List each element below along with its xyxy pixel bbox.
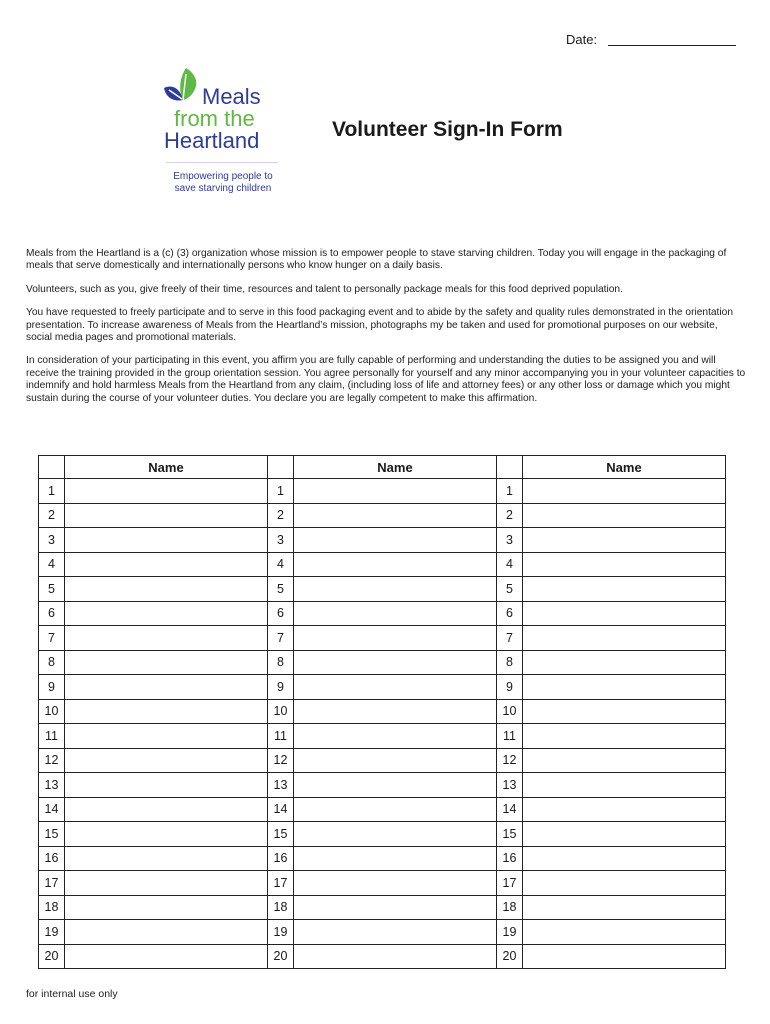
row-number: 3 (497, 528, 523, 553)
name-entry-cell[interactable] (65, 871, 268, 896)
row-number: 8 (268, 650, 294, 675)
row-number: 19 (268, 920, 294, 945)
row-number: 14 (497, 797, 523, 822)
name-entry-cell[interactable] (523, 503, 726, 528)
name-entry-cell[interactable] (65, 479, 268, 504)
row-number: 1 (497, 479, 523, 504)
row-number: 9 (39, 675, 65, 700)
name-entry-cell[interactable] (294, 675, 497, 700)
row-number: 20 (497, 944, 523, 969)
name-entry-cell[interactable] (65, 895, 268, 920)
name-entry-cell[interactable] (294, 601, 497, 626)
name-entry-cell[interactable] (523, 601, 726, 626)
logo-line-2: from the (174, 106, 255, 131)
row-number: 13 (497, 773, 523, 798)
row-number: 19 (497, 920, 523, 945)
name-entry-cell[interactable] (65, 944, 268, 969)
name-entry-cell[interactable] (523, 577, 726, 602)
row-number: 18 (268, 895, 294, 920)
footer-note: for internal use only (26, 988, 118, 1000)
name-entry-cell[interactable] (294, 577, 497, 602)
name-entry-cell[interactable] (294, 846, 497, 871)
name-entry-cell[interactable] (523, 895, 726, 920)
name-entry-cell[interactable] (523, 626, 726, 651)
name-entry-cell[interactable] (294, 871, 497, 896)
logo-tagline-line-1: Empowering people to (173, 171, 273, 182)
name-entry-cell[interactable] (294, 895, 497, 920)
name-entry-cell[interactable] (294, 748, 497, 773)
row-number: 17 (497, 871, 523, 896)
name-entry-cell[interactable] (294, 822, 497, 847)
name-header: Name (65, 456, 268, 479)
table-header-row (39, 456, 726, 479)
name-entry-cell[interactable] (65, 601, 268, 626)
name-entry-cell[interactable] (65, 626, 268, 651)
name-entry-cell[interactable] (65, 846, 268, 871)
name-entry-cell[interactable] (294, 528, 497, 553)
row-number: 20 (39, 944, 65, 969)
table-row (39, 748, 726, 773)
row-number: 15 (497, 822, 523, 847)
name-entry-cell[interactable] (523, 797, 726, 822)
row-number: 9 (268, 675, 294, 700)
table-row (39, 797, 726, 822)
name-entry-cell[interactable] (65, 773, 268, 798)
row-number: 4 (497, 552, 523, 577)
row-number: 14 (268, 797, 294, 822)
intro-paragraph: You have requested to freely participate and to serve in this food packaging event and to abide by the safety and quality rules demonstrated in the orientation presentation. To increase awareness of Meals from the Heartland’s mission, photographs my be taken and used for promotional purposes on our website, social media pages and promotional materials. (26, 307, 733, 344)
row-number: 6 (39, 601, 65, 626)
name-entry-cell[interactable] (65, 552, 268, 577)
row-number: 12 (268, 748, 294, 773)
intro-paragraph: In consideration of your participating in this event, you affirm you are fully capable of performing and understanding the duties to be assigned you and will receive the training provided in the group orientation session. You agree personally for yourself and any minor accompanying you in your volunteer capacities to indemnify and hold harmless Meals from the Heartland from any claim, (including loss of life and attorney fees) or any other loss or damage which you might sustain during the course of your volunteer duties. You declare you are legally competent to make this affirmation. (26, 355, 746, 404)
row-number: 15 (268, 822, 294, 847)
intro-paragraph: Volunteers, such as you, give freely of their time, resources and talent to personally package meals for this food deprived population. (26, 283, 623, 295)
logo-tagline (160, 171, 286, 195)
name-entry-cell[interactable] (523, 748, 726, 773)
name-entry-cell[interactable] (65, 748, 268, 773)
logo-line-1: Meals (202, 84, 261, 109)
row-number: 10 (268, 699, 294, 724)
name-entry-cell[interactable] (65, 920, 268, 945)
name-entry-cell[interactable] (65, 528, 268, 553)
row-number: 10 (497, 699, 523, 724)
name-entry-cell[interactable] (523, 822, 726, 847)
name-entry-cell[interactable] (65, 699, 268, 724)
name-header: Name (294, 456, 497, 479)
name-entry-cell[interactable] (523, 846, 726, 871)
logo-line-3: Heartland (164, 128, 260, 153)
number-header (268, 456, 294, 479)
date-label: Date: (566, 32, 598, 47)
name-entry-cell[interactable] (294, 552, 497, 577)
name-entry-cell[interactable] (523, 920, 726, 945)
table-row (39, 675, 726, 700)
row-number: 9 (497, 675, 523, 700)
row-number: 15 (39, 822, 65, 847)
name-entry-cell[interactable] (294, 773, 497, 798)
row-number: 16 (497, 846, 523, 871)
row-number: 5 (497, 577, 523, 602)
table-row (39, 577, 726, 602)
intro-text (26, 248, 746, 416)
row-number: 16 (39, 846, 65, 871)
row-number: 1 (39, 479, 65, 504)
row-number: 2 (497, 503, 523, 528)
table-row (39, 650, 726, 675)
name-entry-cell[interactable] (65, 503, 268, 528)
name-entry-cell[interactable] (294, 650, 497, 675)
row-number: 12 (39, 748, 65, 773)
meals-from-the-heartland-logo (160, 64, 290, 204)
logo-divider (166, 162, 278, 163)
row-number: 18 (39, 895, 65, 920)
table-row (39, 626, 726, 651)
name-entry-cell[interactable] (65, 797, 268, 822)
row-number: 7 (39, 626, 65, 651)
name-entry-cell[interactable] (523, 773, 726, 798)
table-row (39, 724, 726, 749)
table-row (39, 895, 726, 920)
name-entry-cell[interactable] (294, 944, 497, 969)
name-entry-cell[interactable] (294, 503, 497, 528)
row-number: 1 (268, 479, 294, 504)
name-entry-cell[interactable] (523, 479, 726, 504)
logo-tagline-line-2: save starving children (174, 183, 272, 194)
row-number: 5 (39, 577, 65, 602)
row-number: 2 (268, 503, 294, 528)
row-number: 11 (39, 724, 65, 749)
name-entry-cell[interactable] (523, 724, 726, 749)
row-number: 8 (39, 650, 65, 675)
sign-in-table (38, 455, 726, 969)
name-entry-cell[interactable] (294, 479, 497, 504)
name-entry-cell[interactable] (523, 650, 726, 675)
row-number: 2 (39, 503, 65, 528)
row-number: 8 (497, 650, 523, 675)
date-field (566, 32, 597, 47)
row-number: 17 (268, 871, 294, 896)
row-number: 10 (39, 699, 65, 724)
row-number: 11 (268, 724, 294, 749)
name-entry-cell[interactable] (523, 871, 726, 896)
form-title: Volunteer Sign-In Form (332, 118, 563, 141)
name-entry-cell[interactable] (294, 699, 497, 724)
table-row (39, 552, 726, 577)
table-row (39, 846, 726, 871)
table-row (39, 503, 726, 528)
table-row (39, 699, 726, 724)
row-number: 16 (268, 846, 294, 871)
name-entry-cell[interactable] (294, 920, 497, 945)
row-number: 19 (39, 920, 65, 945)
row-number: 6 (497, 601, 523, 626)
row-number: 12 (497, 748, 523, 773)
table-row (39, 479, 726, 504)
row-number: 4 (39, 552, 65, 577)
name-entry-cell[interactable] (294, 724, 497, 749)
number-header (39, 456, 65, 479)
table-row (39, 871, 726, 896)
row-number: 3 (39, 528, 65, 553)
row-number: 6 (268, 601, 294, 626)
name-entry-cell[interactable] (294, 626, 497, 651)
name-entry-cell[interactable] (523, 944, 726, 969)
name-entry-cell[interactable] (65, 675, 268, 700)
date-input-line[interactable] (608, 44, 736, 46)
table-row (39, 601, 726, 626)
row-number: 3 (268, 528, 294, 553)
number-header (497, 456, 523, 479)
table-row (39, 528, 726, 553)
name-entry-cell[interactable] (65, 577, 268, 602)
table-row (39, 920, 726, 945)
name-entry-cell[interactable] (523, 528, 726, 553)
intro-paragraph: Meals from the Heartland is a (c) (3) organization whose mission is to empower people to stave starving children. Today you will engage in the packaging of meals that serve domestically and internationally persons who know hunger on a daily basis. (26, 248, 727, 272)
row-number: 7 (268, 626, 294, 651)
name-header: Name (523, 456, 726, 479)
row-number: 20 (268, 944, 294, 969)
row-number: 13 (39, 773, 65, 798)
name-entry-cell[interactable] (523, 699, 726, 724)
row-number: 11 (497, 724, 523, 749)
row-number: 18 (497, 895, 523, 920)
table-row (39, 944, 726, 969)
table-row (39, 773, 726, 798)
table-row (39, 822, 726, 847)
name-entry-cell[interactable] (294, 797, 497, 822)
row-number: 5 (268, 577, 294, 602)
row-number: 7 (497, 626, 523, 651)
row-number: 13 (268, 773, 294, 798)
name-entry-cell[interactable] (523, 675, 726, 700)
name-entry-cell[interactable] (65, 650, 268, 675)
name-entry-cell[interactable] (65, 724, 268, 749)
name-entry-cell[interactable] (65, 822, 268, 847)
row-number: 17 (39, 871, 65, 896)
row-number: 14 (39, 797, 65, 822)
row-number: 4 (268, 552, 294, 577)
name-entry-cell[interactable] (523, 552, 726, 577)
